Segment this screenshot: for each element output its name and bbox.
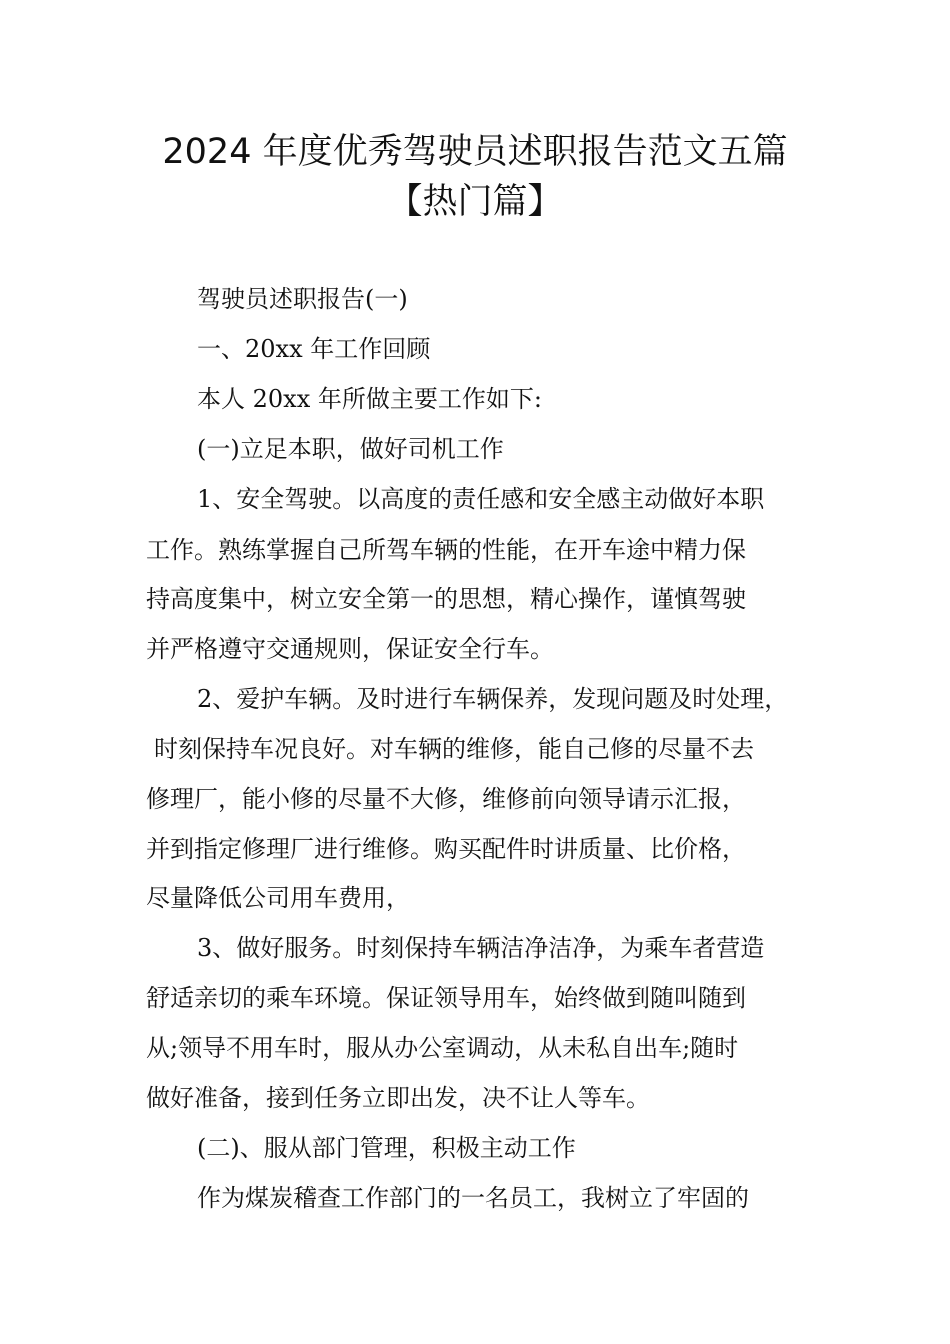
- subsection-heading: 一、20xx 年工作回顾: [197, 335, 431, 363]
- paragraph-line: 作为煤炭稽查工作部门的一名员工，我树立了牢固的: [197, 1184, 749, 1212]
- paragraph-line: 尽量降低公司用车费用，: [146, 884, 410, 912]
- paragraph-line: 并到指定修理厂进行维修。购买配件时讲质量、比价格，: [146, 835, 746, 863]
- paragraph-line: 舒适亲切的乘车环境。保证领导用车，始终做到随叫随到: [146, 984, 746, 1012]
- paragraph-line: 2、爱护车辆。及时进行车辆保养，发现问题及时处理，: [197, 685, 789, 713]
- paragraph-line: 1、安全驾驶。以高度的责任感和安全感主动做好本职: [197, 485, 765, 513]
- document-title-line-1: 2024 年度优秀驾驶员述职报告范文五篇: [162, 132, 788, 172]
- document-title-line-2: 【热门篇】: [387, 182, 563, 222]
- subsection-heading: (一)立足本职，做好司机工作: [197, 435, 504, 463]
- paragraph-line: 本人 20xx 年所做主要工作如下:: [197, 385, 542, 413]
- paragraph-line: 从;领导不用车时，服从办公室调动，从未私自出车;随时: [146, 1034, 739, 1062]
- paragraph-line: 修理厂，能小修的尽量不大修，维修前向领导请示汇报，: [146, 785, 746, 813]
- paragraph-line: 做好准备，接到任务立即出发，决不让人等车。: [146, 1084, 650, 1112]
- paragraph-line: 3、做好服务。时刻保持车辆洁净洁净，为乘车者营造: [197, 934, 765, 962]
- section-heading: 驾驶员述职报告(一): [197, 285, 408, 313]
- paragraph-line: 工作。熟练掌握自己所驾车辆的性能，在开车途中精力保: [146, 536, 746, 564]
- paragraph-line: 并严格遵守交通规则，保证安全行车。: [146, 635, 554, 663]
- subsection-heading: (二)、服从部门管理，积极主动工作: [197, 1134, 576, 1162]
- paragraph-line: 时刻保持车况良好。对车辆的维修，能自己修的尽量不去: [154, 735, 754, 763]
- paragraph-line: 持高度集中，树立安全第一的思想，精心操作，谨慎驾驶: [146, 585, 746, 613]
